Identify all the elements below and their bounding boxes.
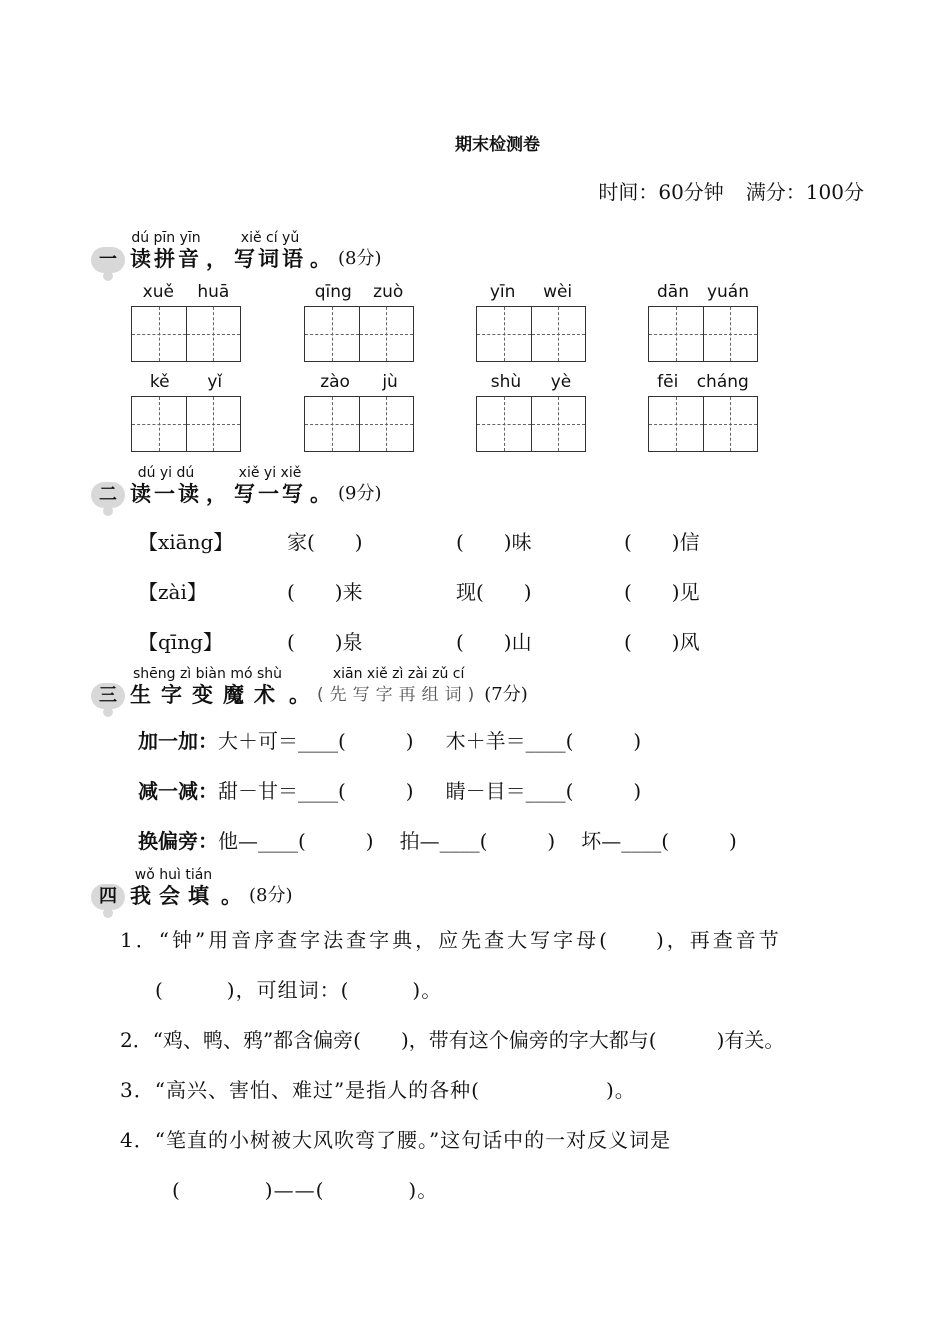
op-label: 减一减： (138, 779, 218, 803)
exam-meta (598, 176, 864, 205)
box-pinyin: yè (550, 372, 572, 392)
fill-item[interactable]: 坏—____( ) (581, 829, 737, 853)
time-limit: 时间：60分钟 (598, 180, 724, 204)
fill-item[interactable]: 甜－甘＝____( ) (218, 779, 414, 803)
heading-text: ， (206, 247, 230, 271)
box-pinyin: shù (490, 372, 522, 392)
section-3-heading (130, 666, 528, 708)
heading-text: 读一读 (130, 482, 202, 506)
word-box-2[interactable] (304, 282, 414, 362)
word-box-7[interactable] (476, 372, 586, 452)
heading-pinyin: shēng zì biàn mó shù (132, 666, 283, 682)
section-2-heading (130, 465, 382, 507)
heading-pinyin: xiě yi xiě (238, 465, 302, 481)
box-pinyin: qīng (314, 282, 352, 302)
fill-item[interactable]: 睛－目＝____( ) (445, 779, 642, 803)
fill-item[interactable]: 家( ) (287, 530, 363, 554)
heading-text: 。 (310, 482, 334, 506)
section-3-score: (7分) (484, 684, 528, 705)
question-4-cont[interactable]: ( )——( )。 (172, 1178, 439, 1202)
box-pinyin: jù (382, 372, 398, 392)
box-pinyin: fēi (657, 372, 679, 392)
heading-text: 读拼音 (130, 247, 202, 271)
op-row-2 (138, 775, 641, 804)
heading-text: 写一写 (234, 482, 306, 506)
page-title: 期末检测卷 (455, 135, 540, 155)
box-pinyin: huā (197, 282, 230, 302)
word-box-5[interactable] (131, 372, 241, 452)
op-label: 换偏旁： (138, 829, 218, 853)
fill-item[interactable]: ( )泉 (287, 630, 363, 654)
word-box-8[interactable] (648, 372, 758, 452)
question-4[interactable]: 4．“笔直的小树被大风吹弯了腰。”这句话中的一对反义词是 (120, 1128, 672, 1152)
heading-text: 。 (221, 884, 245, 908)
op-row-1 (138, 725, 641, 754)
section-4-score: (8分) (249, 885, 293, 906)
fill-item[interactable]: 现( ) (456, 580, 532, 604)
heading-text: 。 (310, 247, 334, 271)
section-1-heading (130, 230, 382, 272)
question-3[interactable]: 3．“高兴、害怕、难过”是指人的各种( )。 (120, 1078, 636, 1102)
word-box-3[interactable] (476, 282, 586, 362)
heading-text: 。 (289, 683, 313, 707)
heading-pinyin: dú yi dú (137, 465, 195, 481)
pinyin-label-1: 【xiāng】 (138, 530, 234, 554)
box-pinyin: yǐ (207, 372, 223, 392)
heading-pinyin: xiān xiě zì zài zǔ cí (332, 666, 465, 682)
fill-item[interactable]: ( )来 (287, 580, 363, 604)
pinyin-label-3: 【qīng】 (138, 630, 223, 654)
op-row-3 (138, 825, 737, 854)
box-pinyin: yīn (489, 282, 516, 302)
op-label: 加一加： (138, 729, 218, 753)
box-pinyin: zào (320, 372, 350, 392)
fill-item[interactable]: ( )信 (624, 530, 700, 554)
box-pinyin: zuò (373, 282, 404, 302)
full-score: 满分：100分 (745, 180, 864, 204)
heading-text: 生字变魔术 (130, 683, 285, 707)
heading-text: 我会填 (130, 884, 217, 908)
box-pinyin: cháng (696, 372, 749, 392)
heading-pinyin: dú pīn yīn (131, 230, 201, 246)
fill-item[interactable]: 木＋羊＝____( ) (445, 729, 642, 753)
question-2[interactable]: 2．“鸡、鸭、鸦”都含偏旁( )，带有这个偏旁的字大都与( )有关。 (120, 1028, 785, 1052)
word-box-1[interactable] (131, 282, 241, 362)
box-pinyin: kě (149, 372, 170, 392)
pinyin-label-2: 【zài】 (138, 580, 207, 604)
heading-subtext: (先写字再组词) (317, 685, 481, 705)
question-1-cont[interactable]: ( )，可组词：( )。 (155, 978, 443, 1002)
fill-item[interactable]: 大＋可＝____( ) (218, 729, 414, 753)
heading-text: 写词语 (234, 247, 306, 271)
section-3-number: 三 (91, 683, 125, 709)
section-2-score: (9分) (338, 483, 382, 504)
word-box-4[interactable] (648, 282, 758, 362)
word-box-6[interactable] (304, 372, 414, 452)
question-1[interactable]: 1．“钟”用音序查字法查字典，应先查大写字母( )，再查音节 (120, 928, 782, 952)
fill-item[interactable]: ( )山 (456, 630, 532, 654)
section-1-number: 一 (91, 247, 125, 273)
fill-item[interactable]: 拍—____( ) (399, 829, 556, 853)
fill-item[interactable]: ( )风 (624, 630, 700, 654)
box-pinyin: dān (656, 282, 689, 302)
section-4-number: 四 (91, 884, 125, 910)
section-2-number: 二 (91, 482, 125, 508)
section-1-score: (8分) (338, 248, 382, 269)
heading-text: ， (206, 482, 230, 506)
fill-item[interactable]: 他—____( ) (218, 829, 374, 853)
heading-pinyin: xiě cí yǔ (240, 230, 300, 246)
heading-pinyin: wǒ huì tián (134, 867, 213, 883)
section-4-heading (130, 867, 293, 909)
box-pinyin: wèi (543, 282, 573, 302)
box-pinyin: xuě (142, 282, 174, 302)
fill-item[interactable]: ( )味 (456, 530, 532, 554)
box-pinyin: yuán (706, 282, 749, 302)
fill-item[interactable]: ( )见 (624, 580, 700, 604)
